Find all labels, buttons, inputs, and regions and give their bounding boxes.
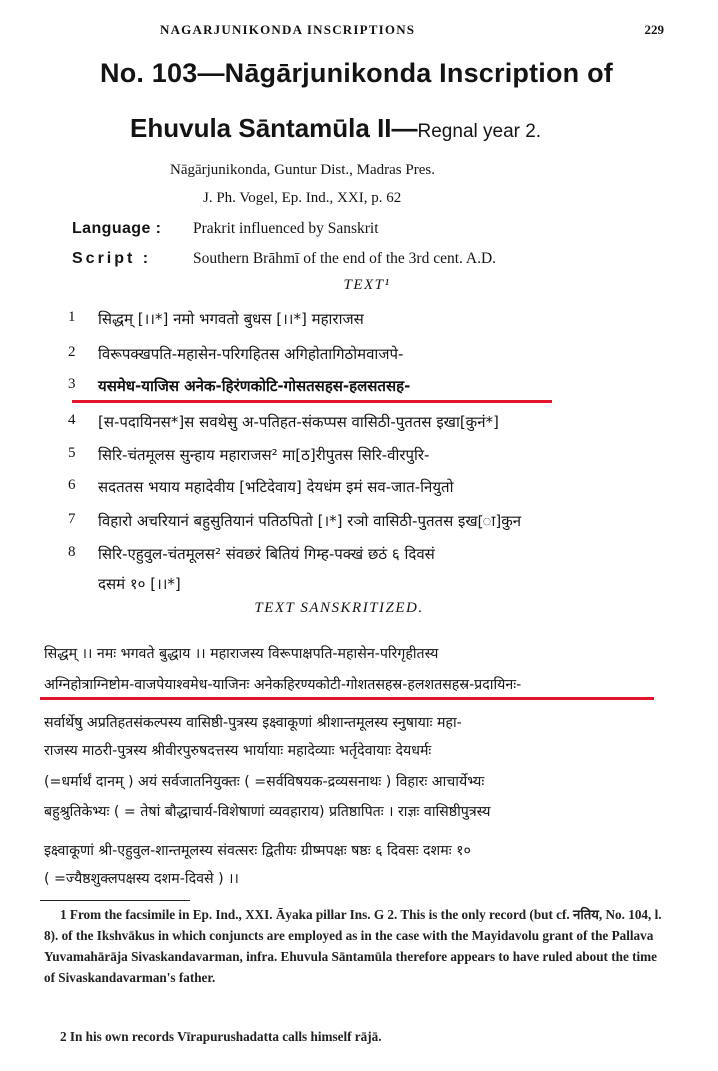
language-value: Prakrit influenced by Sanskrit	[193, 220, 379, 237]
inscription-title-line2	[130, 113, 541, 144]
footnote-1: 1 From the facsimile in Ep. Ind., XXI. Āyaka pillar Ins. G 2. This is the only record (but cf. नतिय, No. 104, l. 8). of the Ikshvākus in which conjuncts are employed as in the case with the Mayidavolu grant of the Pallava Yuvamahārāja Sivaskandavarman, infra. Ehuvula Sāntamūla therefore appears to have ruled about the time of Sivaskandavarman's father.	[44, 907, 662, 985]
sanskritized-line: बहुश्रुतिकेभ्यः ( = तेषां बौद्धाचार्य-विशेषाणां व्यवहाराय) प्रतिष्ठापितः । राज्ञः वासिष्ठीपुत्रस्य	[44, 804, 491, 820]
line-number: 1	[68, 309, 76, 325]
line-text: सदततस भयाय महादेवीय [भटिदेवाय] देयधंम इमं सव-जात-नियुतो	[98, 478, 454, 496]
line-text: सिरि-एहुवुल-चंतमूलस² संवछरं बितियं गिम्ह-पक्खं छठं ६ दिवसं	[98, 545, 435, 563]
line-number: 7	[68, 511, 76, 527]
script-value: Southern Brāhmī of the end of the 3rd cent. A.D.	[193, 250, 497, 267]
source-place: Nāgārjunikonda, Guntur Dist., Madras Pres.	[170, 162, 435, 178]
line-number: 3	[68, 376, 76, 392]
line-text: सिद्धम् [।।*] नमो भगवतो बुधस [।।*] महाराजस	[98, 310, 364, 328]
sanskritized-line: सिद्धम् ।। नमः भगवते बुद्धाय ।। महाराजस्य विरूपाक्षपति-महासेन-परिगृहीतस्य	[44, 646, 439, 662]
sanskritized-line: ( =ज्यैष्ठशुक्लपक्षस्य दशम-दिवसे ) ।।	[44, 871, 239, 887]
sanskritized-line: अग्निहोत्राग्निष्टोम-वाजपेयाश्वमेध-याजिनः अनेकहिरण्यकोटी-गोशतसहस्र-हलशतसहस्र-प्रदायिनः-	[44, 677, 522, 693]
page-number: 229	[644, 22, 664, 37]
language-label: Language :	[72, 220, 162, 237]
highlight-underline	[72, 400, 552, 403]
footnote-2: 2 In his own records Vīrapurushadatta calls himself rājā.	[60, 1029, 382, 1044]
running-header	[0, 22, 718, 42]
sanskritized-line: (=धर्मार्थं दानम् ) अयं सर्वजातनियुक्तः ( =सर्वविषयक-द्रव्यसनाथः ) विहारः आचार्येभ्यः	[44, 774, 485, 790]
line-text: दसमं १० [।।*]	[98, 575, 181, 593]
line-text: विहारो अचरियानं बहुसुतियानं पतिठपितो [।*] रञो वासिठी-पुततस इख[ा]कुन	[98, 512, 522, 530]
source-reference: J. Ph. Vogel, Ep. Ind., XXI, p. 62	[203, 190, 402, 206]
line-number: 8	[68, 544, 76, 560]
sanskritized-line: राजस्य माठरी-पुत्रस्य श्रीवीरपुरुषदत्तस्य भार्यायाः महादेव्याः भर्तृदेवायाः देयधर्मः	[44, 743, 432, 759]
sanskritized-heading: TEXT SANSKRITIZED.	[254, 600, 424, 616]
title-ruler: Ehuvula Sāntamūla II—	[130, 113, 418, 143]
title-regnal-year: Regnal year 2.	[417, 121, 542, 142]
script-label: Script :	[72, 250, 152, 267]
highlight-underline	[40, 697, 654, 700]
line-text: सिरि-चंतमूलस सुन्हाय महाराजस² मा[ठ]रीपुतस सिरि-वीरपुरि-	[98, 446, 430, 464]
line-number: 6	[68, 477, 76, 493]
running-title: NAGARJUNIKONDA INSCRIPTIONS	[160, 22, 416, 37]
footnote-rule	[40, 900, 190, 901]
line-text: यसमेध-याजिस अनेक-हिरंणकोटि-गोसतसहस-हलसतसह-	[98, 377, 411, 395]
text-heading: TEXT¹	[343, 277, 391, 293]
line-text: [स-पदायिनस*]स सवथेसु अ-पतिहत-संकप्पस वासिठी-पुततस इखा[कुनं*]	[98, 413, 499, 431]
inscription-title-line1: No. 103—Nāgārjunikonda Inscription of	[100, 58, 613, 88]
sanskritized-line: इक्ष्वाकूणां श्री-एहुवुल-शान्तमूलस्य संवत्सरः द्वितीयः ग्रीष्मपक्षः षष्ठः ६ दिवसः दशमः १०	[44, 843, 471, 859]
line-number: 5	[68, 445, 76, 461]
line-number: 2	[68, 344, 76, 360]
line-text: विरूपक्खपति-महासेन-परिगहितस अगिहोतागिठोमवाजपे-	[98, 345, 404, 363]
line-number: 4	[68, 412, 76, 428]
sanskritized-line: सर्वार्थेषु अप्रतिहतसंकल्पस्य वासिष्ठी-पुत्रस्य इक्ष्वाकूणां श्रीशान्तमूलस्य स्नुषायाः महा-	[44, 715, 462, 731]
